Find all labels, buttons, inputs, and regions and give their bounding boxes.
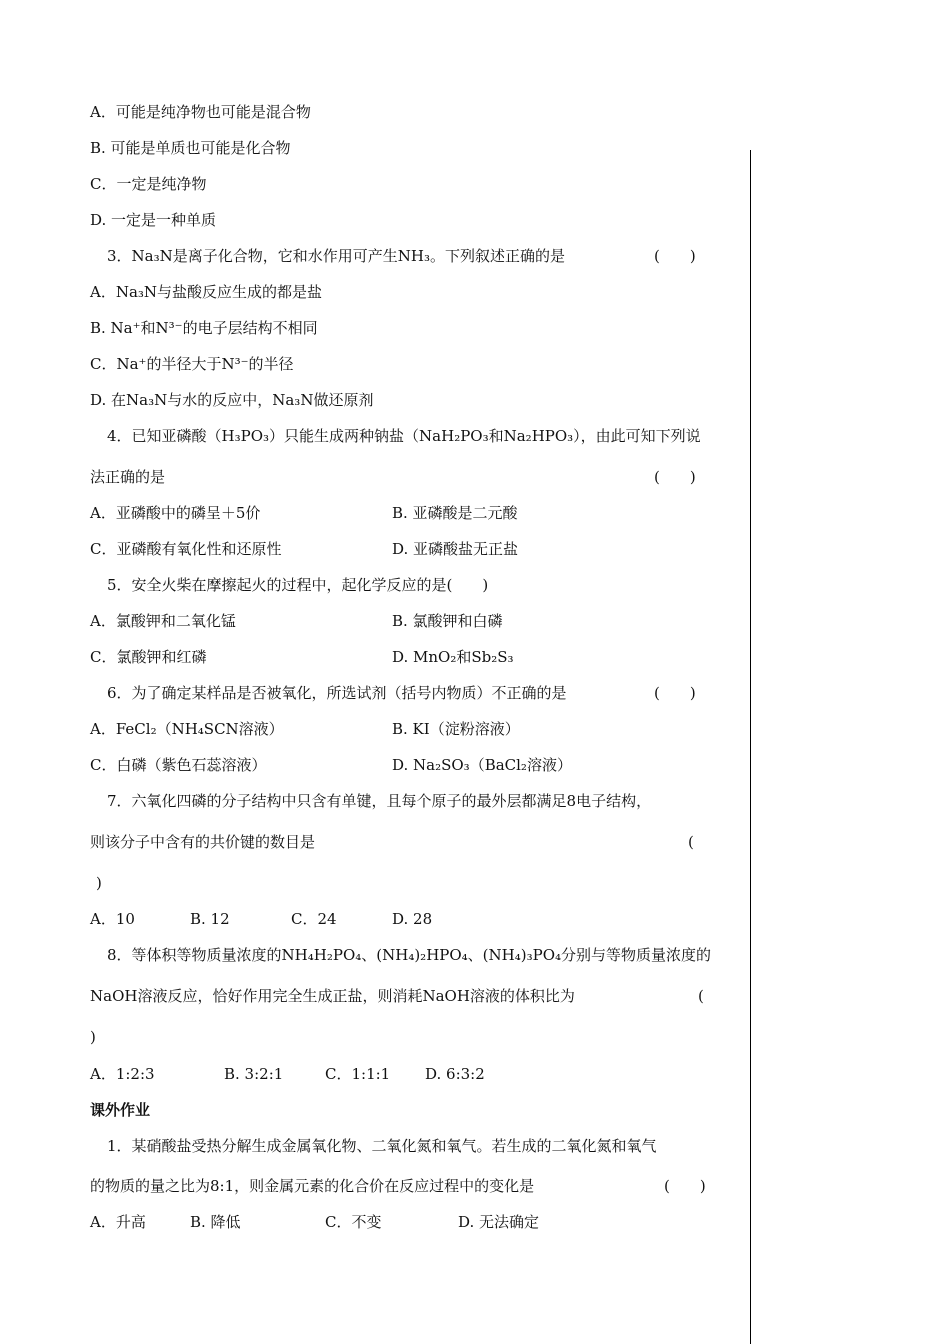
hw-q1-stem-line1: 1．某硝酸盐受热分解生成金属氧化物、二氧化氮和氧气。若生成的二氧化氮和氧气: [107, 1137, 657, 1155]
q8-option-c: C．1:1:1: [325, 1065, 391, 1083]
q7-option-c: C．24: [291, 910, 337, 928]
q6-option-d: D. Na₂SO₃（BaCl₂溶液）: [392, 756, 572, 774]
q6-option-c: C．白磷（紫色石蕊溶液）: [90, 756, 267, 774]
q7-stem-line2: 则该分子中含有的共价键的数目是: [90, 833, 316, 851]
q3-answer-paren: ( ): [654, 247, 696, 265]
q3-option-b: B. Na⁺和N³⁻的电子层结构不相同: [90, 319, 318, 337]
prev-option-b: B. 可能是单质也可能是化合物: [90, 139, 291, 157]
q7-paren-open: (: [688, 833, 694, 851]
q7-option-a: A．10: [90, 910, 135, 928]
q8-stem-line1: 8．等体积等物质量浓度的NH₄H₂PO₄、(NH₄)₂HPO₄、(NH₄)₃PO₄分别与等物质量浓度的: [107, 946, 712, 964]
q5-stem: 5．安全火柴在摩擦起火的过程中，起化学反应的是( ): [107, 576, 489, 594]
q6-option-b: B. KI（淀粉溶液）: [392, 720, 520, 738]
q5-option-a: A．氯酸钾和二氧化锰: [90, 612, 236, 630]
q5-option-b: B. 氯酸钾和白磷: [392, 612, 503, 630]
q3-stem: 3．Na₃N是离子化合物，它和水作用可产生NH₃。下列叙述正确的是: [107, 247, 565, 265]
q4-stem-line2: 法正确的是: [90, 468, 166, 486]
q5-option-d: D. MnO₂和Sb₂S₃: [392, 648, 514, 666]
q7-option-b: B. 12: [190, 910, 230, 928]
q4-stem-line1: 4．已知亚磷酸（H₃PO₃）只能生成两种钠盐（NaH₂PO₃和Na₂HPO₃），由此可知下列说: [107, 427, 701, 445]
q4-option-c: C．亚磷酸有氧化性和还原性: [90, 540, 282, 558]
prev-option-c: C．一定是纯净物: [90, 175, 207, 193]
q7-option-d: D. 28: [392, 910, 433, 928]
q8-option-d: D. 6:3:2: [425, 1065, 485, 1083]
q8-option-b: B. 3:2:1: [224, 1065, 284, 1083]
prev-option-d: D. 一定是一种单质: [90, 211, 217, 229]
q4-option-b: B. 亚磷酸是二元酸: [392, 504, 518, 522]
prev-option-a: A．可能是纯净物也可能是混合物: [90, 103, 311, 121]
hw-q1-option-a: A．升高: [90, 1213, 146, 1231]
hw-q1-option-d: D. 无法确定: [458, 1213, 540, 1231]
q6-option-a: A．FeCl₂（NH₄SCN溶液）: [90, 720, 284, 738]
q7-stem-line1: 7．六氧化四磷的分子结构中只含有单键，且每个原子的最外层都满足8电子结构，: [107, 792, 652, 810]
q6-stem: 6．为了确定某样品是否被氧化，所选试剂（括号内物质）不正确的是: [107, 684, 567, 702]
hw-q1-answer-paren: ( ): [664, 1177, 706, 1195]
hw-q1-stem-line2: 的物质的量之比为8:1，则金属元素的化合价在反应过程中的变化是: [90, 1177, 535, 1195]
hw-q1-option-c: C．不变: [325, 1213, 382, 1231]
q5-option-c: C．氯酸钾和红磷: [90, 648, 207, 666]
q3-option-d: D. 在Na₃N与水的反应中，Na₃N做还原剂: [90, 391, 374, 409]
q7-paren-close: ): [96, 874, 102, 892]
q4-answer-paren: ( ): [654, 468, 696, 486]
q4-option-d: D. 亚磷酸盐无正盐: [392, 540, 519, 558]
q8-paren-close: ): [90, 1028, 96, 1046]
q8-stem-line2: NaOH溶液反应，恰好作用完全生成正盐，则消耗NaOH溶液的体积比为: [90, 987, 575, 1005]
q8-option-a: A．1:2:3: [90, 1065, 155, 1083]
q6-answer-paren: ( ): [654, 684, 696, 702]
hw-q1-option-b: B. 降低: [190, 1213, 241, 1231]
q8-paren-open: (: [698, 987, 704, 1005]
margin-rule: [750, 150, 751, 1344]
q3-option-a: A．Na₃N与盐酸反应生成的都是盐: [90, 283, 323, 301]
q4-option-a: A．亚磷酸中的磷呈＋5价: [90, 504, 261, 522]
q3-option-c: C．Na⁺的半径大于N³⁻的半径: [90, 355, 294, 373]
homework-heading: 课外作业: [90, 1101, 151, 1119]
